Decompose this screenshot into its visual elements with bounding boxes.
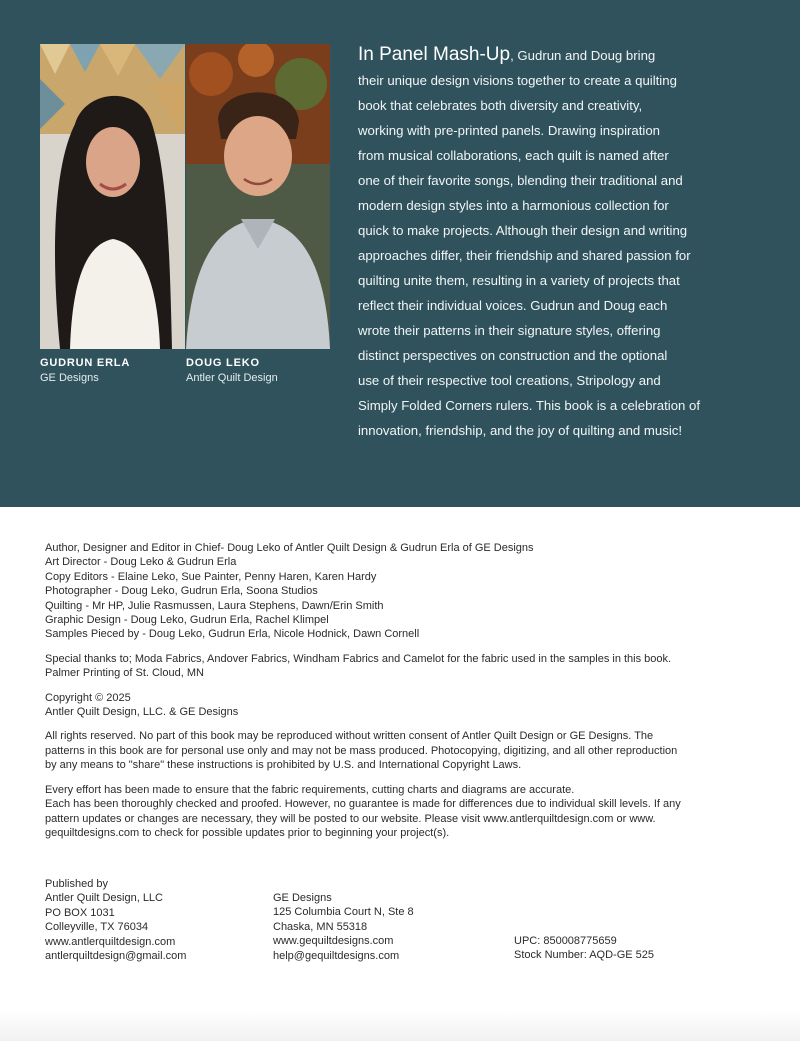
credit-line: Art Director - Doug Leko & Gudrun Erla — [45, 556, 237, 569]
bio-line: use of their respective tool creations, Stripology and — [358, 373, 661, 388]
effort-line: Every effort has been made to ensure that the fabric requirements, cutting charts and diagrams are accurate. — [45, 783, 575, 796]
rights-line: patterns in this book are for personal use only and may not be mass produced. Photocopying, digitizing, and all other reproduction — [45, 744, 678, 757]
published-by-label: Published by — [45, 878, 108, 890]
bio-paragraph — [358, 42, 753, 443]
credit-line: Author, Designer and Editor in Chief- Doug Leko of Antler Quilt Design & Gudrun Erla of GE Designs — [45, 542, 534, 554]
rights-notice — [45, 729, 760, 772]
publisher-address: PO BOX 1031 — [45, 906, 115, 919]
copyright-line: Antler Quilt Design, LLC. & GE Designs — [45, 706, 239, 719]
accuracy-notice — [45, 783, 760, 841]
author-name-doug: DOUG LEKO — [186, 357, 260, 369]
author-org-doug: Antler Quilt Design — [186, 372, 278, 384]
author-photo-gudrun — [40, 44, 185, 349]
bio-line: , Gudrun and Doug bring — [510, 48, 656, 63]
author-org-gudrun: GE Designs — [40, 372, 99, 384]
author-bio-panel — [0, 0, 800, 507]
bio-line: quick to make projects. Although their design and writing — [358, 223, 688, 238]
thanks-line: Special thanks to; Moda Fabrics, Andover Fabrics, Windham Fabrics and Camelot for the fabric used in the samples in this book. — [45, 652, 672, 665]
bio-lead: In Panel Mash-Up — [358, 44, 511, 65]
credit-line: Photographer - Doug Leko, Gudrun Erla, Soona Studios — [45, 585, 318, 598]
author-name-gudrun: GUDRUN ERLA — [40, 357, 131, 369]
rights-line: by any means to "share" these instructions is prohibited by U.S. and International Copyright Laws. — [45, 759, 522, 772]
bio-line: modern design styles into a harmonious collection for — [358, 198, 669, 213]
bio-line-first — [358, 42, 753, 68]
publisher-website: www.antlerquiltdesign.com — [45, 935, 176, 948]
publisher-antler — [45, 877, 186, 963]
author-photo-doug — [186, 44, 330, 349]
bio-line: from musical collaborations, each quilt is named after — [358, 148, 669, 163]
publisher-address: 125 Columbia Court N, Ste 8 — [273, 906, 414, 919]
copyright-line: Copyright © 2025 — [45, 691, 131, 704]
publisher-website: www.gequiltdesigns.com — [273, 935, 394, 948]
upc-code: UPC: 850008775659 — [514, 935, 617, 947]
publisher-name: GE Designs — [273, 892, 332, 904]
effort-line: pattern updates or changes are necessary, they will be posted to our website. Please visit www.antlerquiltdesign.com or www. — [45, 812, 656, 825]
bio-line: approaches differ, their friendship and shared passion for — [358, 248, 691, 263]
special-thanks — [45, 652, 760, 681]
thanks-line: Palmer Printing of St. Cloud, MN — [45, 667, 204, 680]
effort-line: gequiltdesigns.com to check for possible updates prior to beginning your project(s). — [45, 826, 450, 839]
bio-line: their unique design visions together to create a quilting — [358, 73, 677, 88]
bio-line: book that celebrates both diversity and creativity, — [358, 98, 643, 113]
bio-line: innovation, friendship, and the joy of quilting and music! — [358, 423, 683, 438]
bio-line: working with pre-printed panels. Drawing inspiration — [358, 123, 660, 138]
credit-line: Samples Pieced by - Doug Leko, Gudrun Erla, Nicole Hodnick, Dawn Cornell — [45, 628, 420, 641]
credit-line: Graphic Design - Doug Leko, Gudrun Erla, Rachel Klimpel — [45, 614, 329, 627]
bio-line: reflect their individual voices. Gudrun and Doug each — [358, 298, 668, 313]
product-info — [514, 934, 654, 963]
credit-line: Copy Editors - Elaine Leko, Sue Painter, Penny Haren, Karen Hardy — [45, 570, 377, 583]
bio-line: distinct perspectives on construction and the optional — [358, 348, 668, 363]
rights-line: All rights reserved. No part of this book may be reproduced without written consent of Antler Quilt Design or GE Designs. The — [45, 730, 654, 743]
publisher-ge — [273, 891, 414, 963]
copyright-block — [45, 691, 760, 720]
page-bottom-edge — [0, 1010, 800, 1041]
credit-line: Quilting - Mr HP, Julie Rasmussen, Laura Stephens, Dawn/Erin Smith — [45, 599, 384, 612]
stock-number: Stock Number: AQD-GE 525 — [514, 949, 654, 962]
effort-line: Each has been thoroughly checked and proofed. However, no guarantee is made for differences due to individual skill levels. If any — [45, 798, 681, 811]
credits-list — [45, 541, 760, 642]
publisher-email: antlerquiltdesign@gmail.com — [45, 950, 187, 963]
bio-line: Simply Folded Corners rulers. This book is a celebration of — [358, 398, 701, 413]
credits-section — [45, 541, 760, 850]
publisher-email: help@gequiltdesigns.com — [273, 949, 400, 962]
bio-line: one of their favorite songs, blending their traditional and — [358, 173, 683, 188]
bio-line: wrote their patterns in their signature styles, offering — [358, 323, 661, 338]
bio-line: quilting unite them, resulting in a variety of projects that — [358, 273, 680, 288]
publisher-city: Colleyville, TX 76034 — [45, 921, 149, 934]
publisher-name: Antler Quilt Design, LLC — [45, 892, 163, 905]
publisher-city: Chaska, MN 55318 — [273, 920, 368, 933]
